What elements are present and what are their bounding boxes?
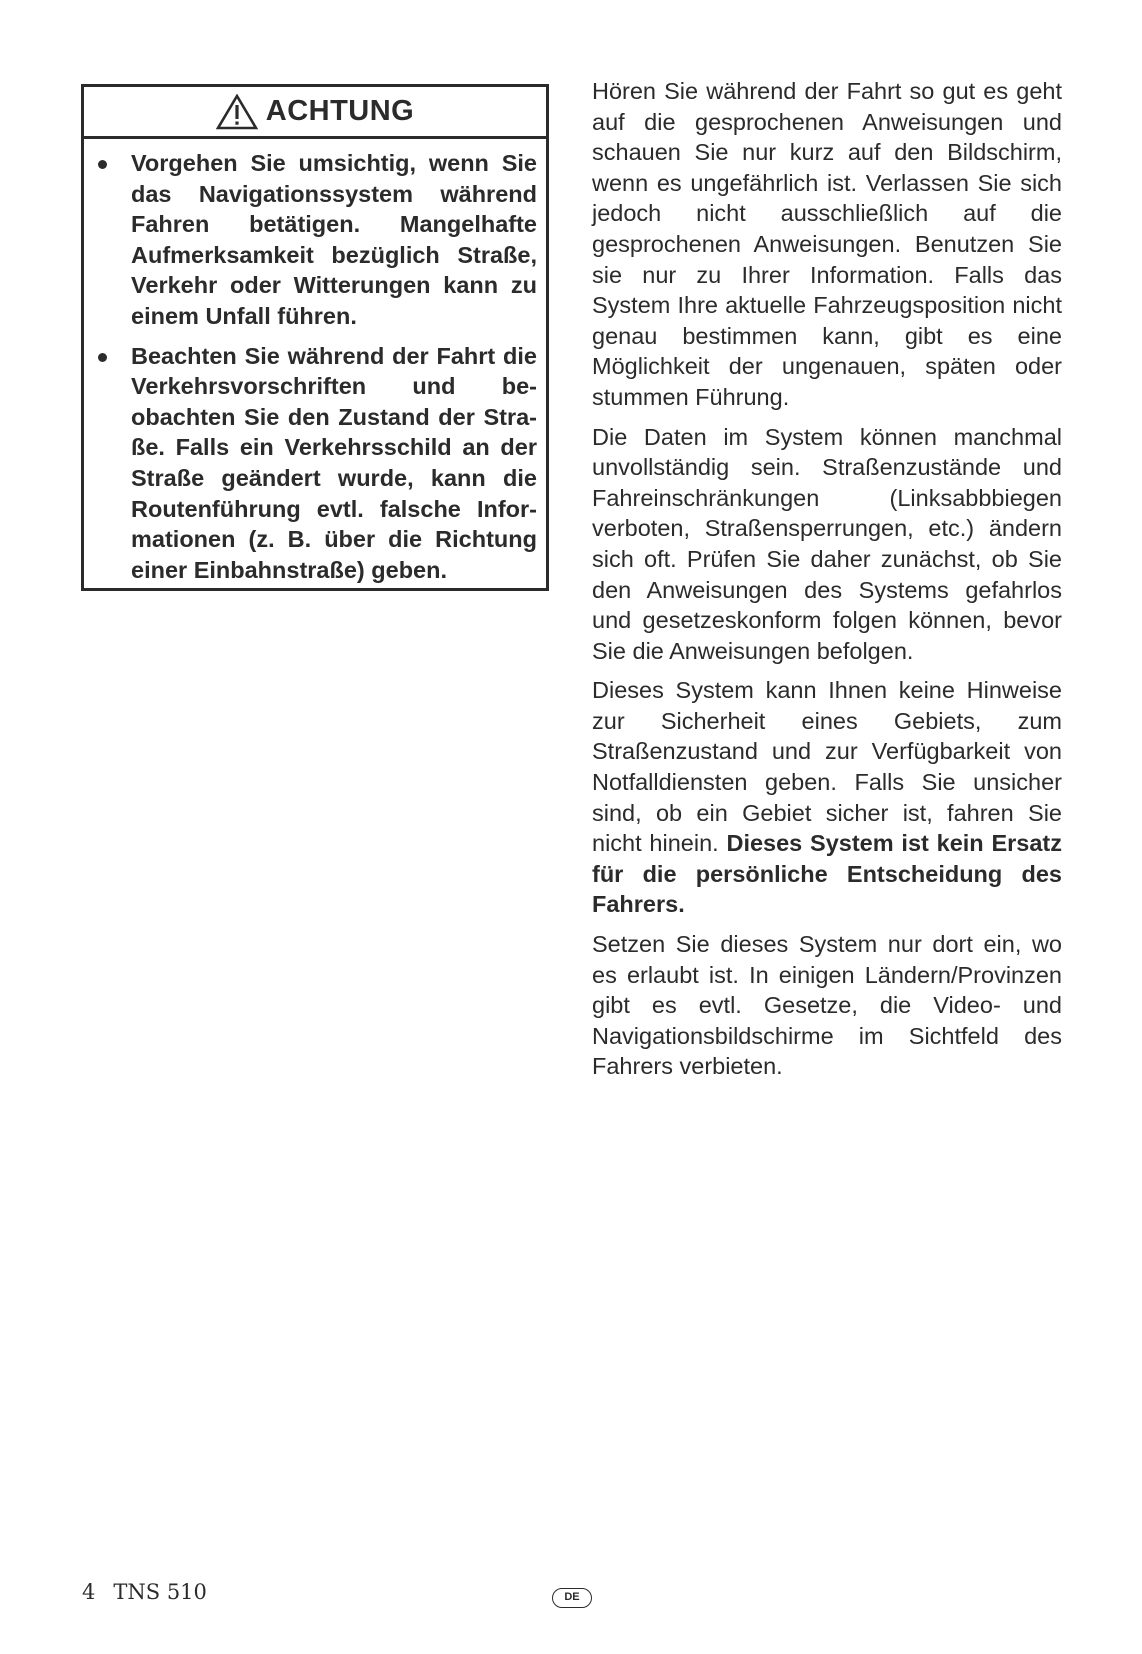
page-number: 4	[82, 1580, 96, 1604]
warning-item	[84, 148, 537, 332]
paragraph-voice-guidance: Hören Sie während der Fahrt so gut es geht auf die gesprochenen Anweisungen und schauen Sie nur kurz auf den Bildschirm, wenn es ungefährlich ist. Verlassen Sie sich jedoch nicht ausschließlich auf die gesprochenen Anweisungen. Benutzen Sie sie nur zu Ihrer Information. Falls das System Ihre aktuelle Fahrzeugsposition nicht genau bestimmen kann, gibt es eine Möglichkeit der ungenauen, späten oder stummen Führung.	[592, 78, 1062, 410]
warning-list	[84, 139, 546, 585]
warning-box	[81, 84, 549, 591]
warning-title: ACHTUNG	[265, 95, 415, 127]
warning-header	[84, 87, 546, 139]
body-column	[592, 76, 1062, 1091]
warning-item-text: Vorgehen Sie umsichtig, wenn Sie das Navigationssystem während Fahren betätigen. Mangelhafte Aufmerksamkeit bezüglich Straße, Verkehr oder Witterungen kann zu einem Unfall führen.	[131, 150, 537, 329]
bullet-icon	[98, 160, 107, 169]
warning-item	[84, 341, 537, 586]
paragraph-emphasis: Dieses System ist kein Ersatz für die persönliche Entscheidung des Fahrers.	[592, 830, 1062, 918]
paragraph-text: Dieses System kann Ihnen keine Hinweise zur Sicherheit eines Gebiets, zum Straßenzustand und zur Verfügbarkeit von Notfalldiensten geben. Falls Sie unsicher sind, ob ein Gebiet sicher ist, fahren Sie nicht hinein.	[592, 677, 1062, 857]
bullet-icon	[98, 353, 107, 362]
model-name: TNS 510	[113, 1580, 207, 1604]
language-badge: DE	[552, 1588, 592, 1608]
paragraph-legal-use: Setzen Sie dieses System nur dort ein, wo es erlaubt ist. In einigen Ländern/Provinzen gibt es evtl. Gesetze, die Video- und Navigationsbildschirme im Sichtfeld des Fahrers verbieten.	[592, 931, 1062, 1080]
warning-triangle-icon	[216, 94, 258, 130]
paragraph-data-accuracy: Die Daten im System können manchmal unvollständig sein. Straßenzustände und Fahreinschränkungen (Linksabbbiegen verboten, Straßensperrungen, etc.) ändern sich oft. Prüfen Sie daher zunächst, ob Sie den Anweisungen des Systems gefahrlos und gesetzeskonform folgen können, bevor Sie die Anweisungen befolgen.	[592, 423, 1062, 664]
paragraph-area-safety	[592, 675, 1062, 920]
warning-item-text: Beachten Sie während der Fahrt die Verkehrsvorschriften und beobachten Sie den Zustand der Straße. Falls ein Verkehrsschild an der Straße geändert wurde, kann die Routenführung evtl. falsche Informationen (z. B. über die Richtung einer Einbahnstraße) geben.	[131, 342, 537, 583]
page-footer	[82, 1580, 207, 1604]
